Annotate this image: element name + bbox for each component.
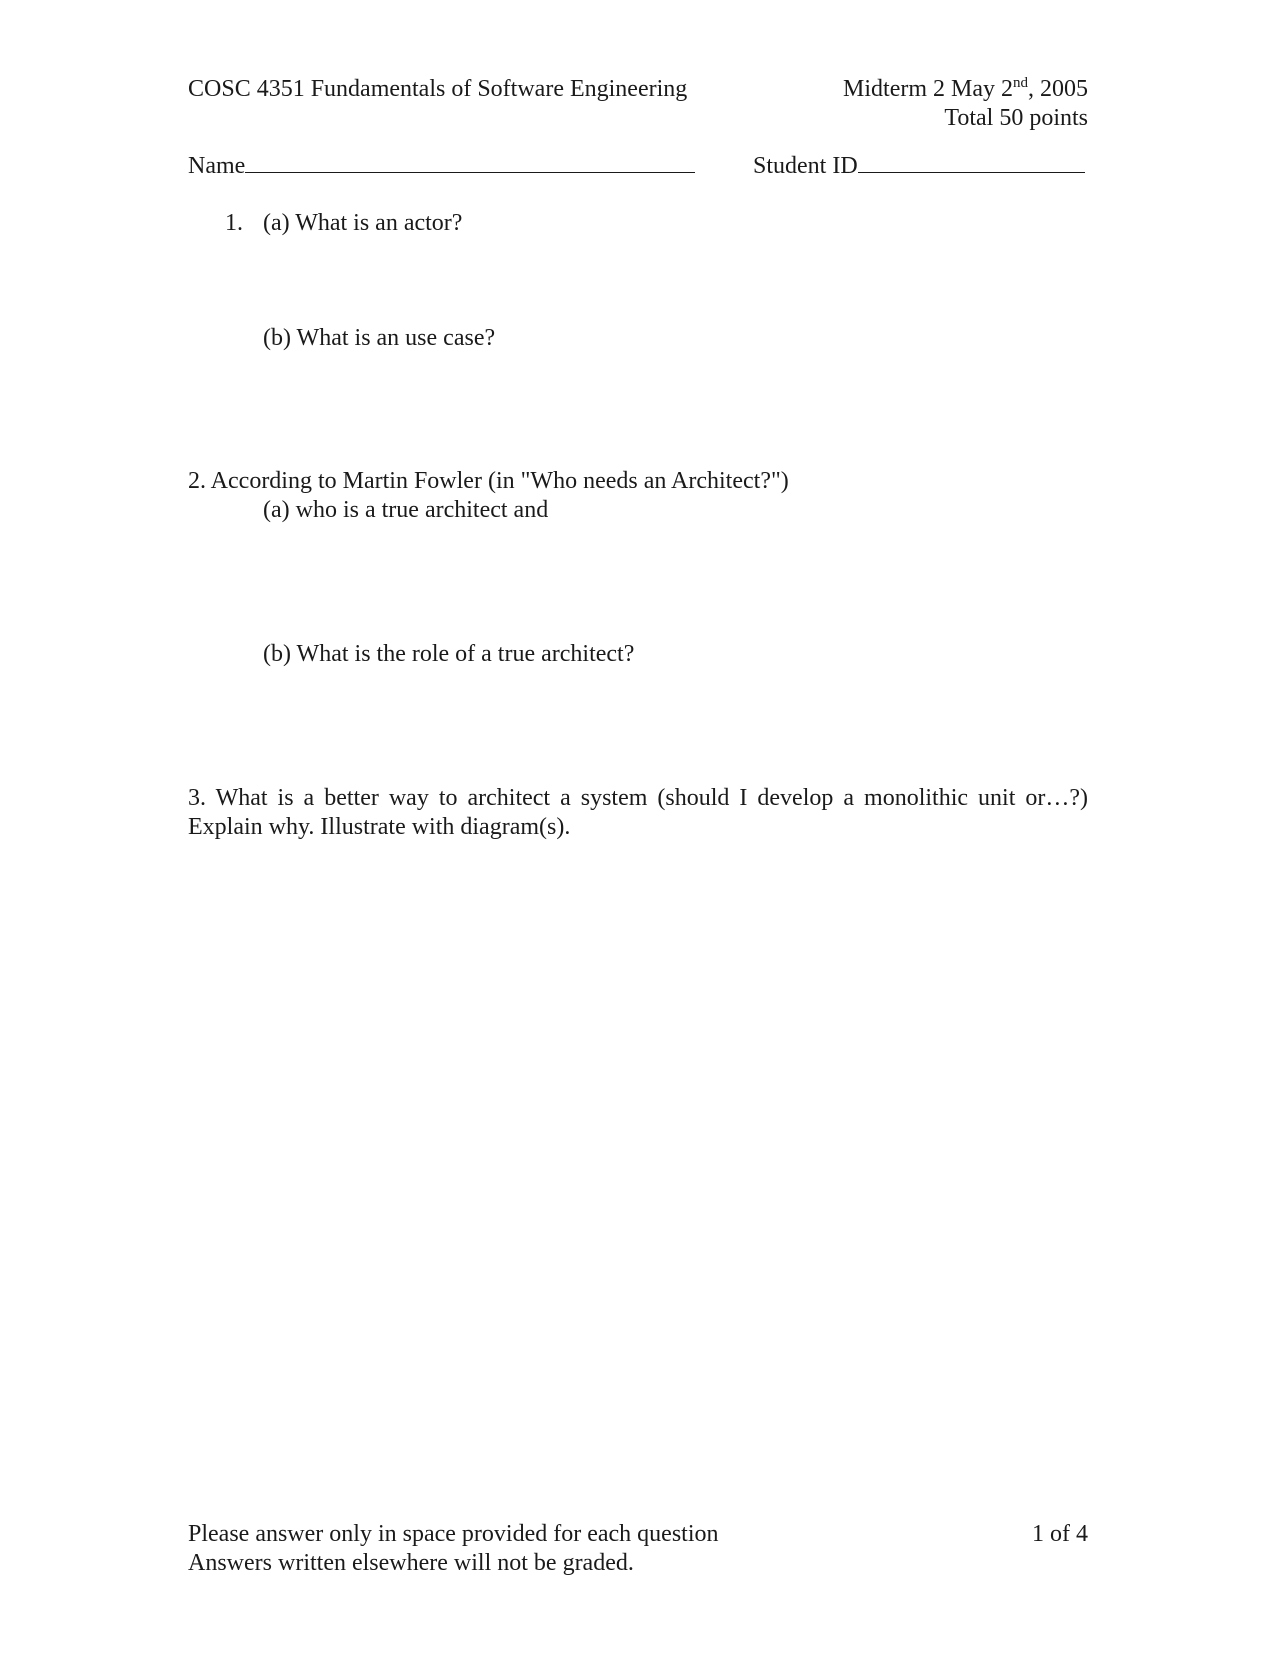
- name-blank-line[interactable]: [245, 150, 695, 173]
- question-3-line-2: Explain why. Illustrate with diagram(s).: [188, 814, 571, 840]
- exam-date: [843, 75, 1088, 104]
- question-2a: (a) who is a true architect and: [263, 497, 549, 523]
- student-id-blank-line[interactable]: [858, 150, 1085, 173]
- question-3-line-1: 3. What is a better way to architect a system (should I develop a monolithic unit or…?): [188, 785, 1088, 811]
- question-2b: (b) What is the role of a true architect?: [263, 641, 635, 667]
- exam-date-suffix: , 2005: [1028, 76, 1088, 102]
- name-label: Name: [188, 153, 246, 179]
- exam-date-prefix: Midterm 2 May 2: [843, 76, 1013, 102]
- footer-instruction-1: Please answer only in space provided for each question: [188, 1521, 719, 1547]
- exam-date-ordinal: nd: [1013, 75, 1028, 91]
- student-id-label: Student ID: [753, 153, 858, 179]
- question-1-number: 1.: [225, 210, 243, 236]
- total-points: Total 50 points: [944, 105, 1088, 131]
- question-1b: (b) What is an use case?: [263, 325, 496, 351]
- question-2-stem: 2. According to Martin Fowler (in "Who needs an Architect?"): [188, 468, 789, 494]
- page-number: 1 of 4: [1032, 1521, 1088, 1547]
- footer-instruction-2: Answers written elsewhere will not be graded.: [188, 1550, 634, 1576]
- course-title: COSC 4351 Fundamentals of Software Engineering: [188, 76, 688, 102]
- question-1a: (a) What is an actor?: [263, 210, 463, 236]
- student-id-field: [753, 150, 1085, 181]
- name-field: [188, 150, 695, 181]
